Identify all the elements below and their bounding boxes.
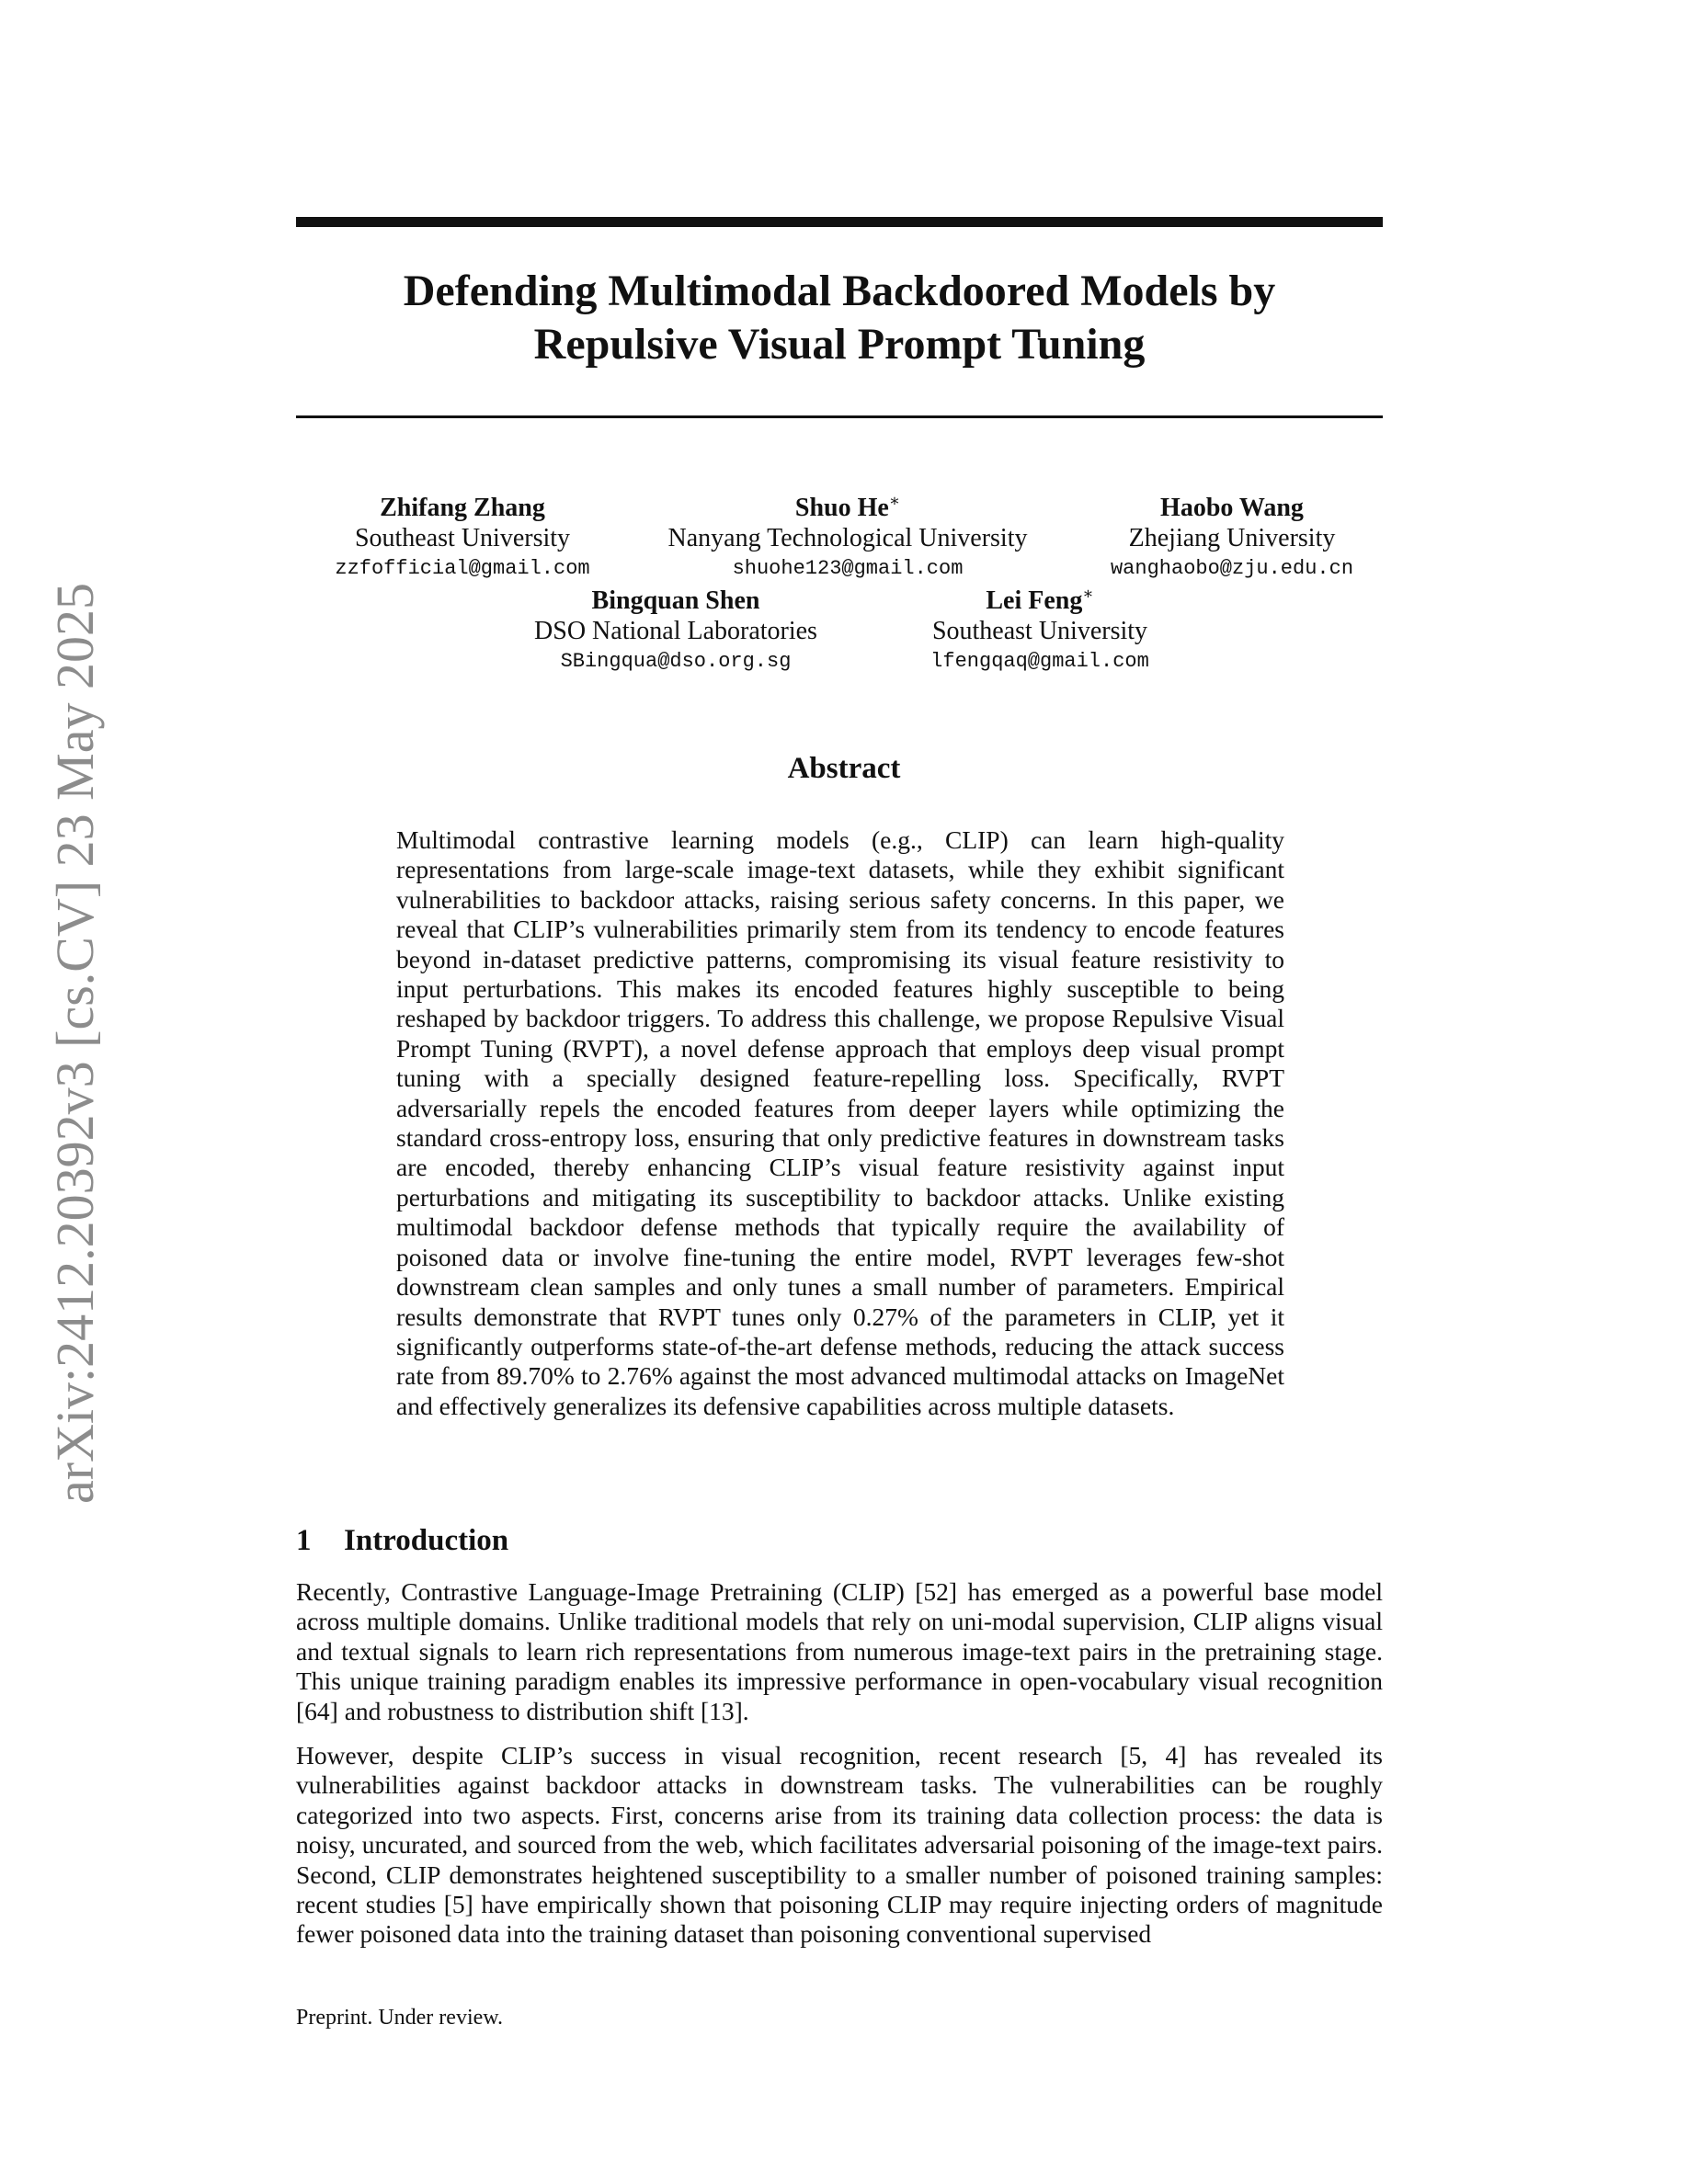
author-name: Haobo Wang [1160,494,1304,522]
title-top-rule [296,217,1383,227]
author-email: wanghaobo@zju.edu.cn [1110,557,1354,580]
author-affiliation: Southeast University [931,617,1148,645]
author-name: Lei Feng∗ [986,584,1094,615]
intro-paragraph-1: Recently, Contrastive Language-Image Pretraining (CLIP) [52] has emerged as a powerful base model across multiple domains. Unlike traditional models that rely on uni-modal supervision, CLIP aligns visual and textual signals to learn rich representations from numerous image-text pairs in the pretraining stage. This unique training paradigm enables its impressive performance in open-vocabulary visual recognition [64] and robustness to distribution shift [13]. [296,1577,1383,1725]
section-title: Introduction [344,1524,509,1557]
author-block-4 [534,586,817,677]
author-email: lfengqaq@gmail.com [930,650,1149,673]
abstract-body: Multimodal contrastive learning models (e.g., CLIP) can learn high-quality representations from large-scale image-text datasets, while they exhibit significant vulnerabilities to backdoor attacks, raising serious safety concerns. In this paper, we reveal that CLIP’s vulnerabilities primarily stem from its tendency to encode features beyond in-dataset predictive patterns, compromising its visual feature resistivity to input perturbations. This makes its encoded features highly susceptible to being reshaped by backdoor triggers. To address this challenge, we propose Repulsive Visual Prompt Tuning (RVPT), a novel defense approach that employs deep visual prompt tuning with a specially designed feature-repelling loss. Specifically, RVPT adversarially repels the encoded features from deeper layers while optimizing the standard cross-entropy loss, ensuring that only predictive features in downstream tasks are encoded, thereby enhancing CLIP’s visual feature resistivity against input perturbations and mitigating its susceptibility to backdoor attacks. Unlike existing multimodal backdoor defense methods that typically require the availability of poisoned data or involve fine-tuning the entire model, RVPT leverages few-shot downstream clean samples and only tunes a small number of parameters. Empirical results demonstrate that RVPT tunes only 0.27% of the parameters in CLIP, yet it significantly outperforms state-of-the-art defense methods, reducing the attack success rate from 89.70% to 2.76% against the most advanced multimodal attacks on ImageNet and effectively generalizes its defensive capabilities across multiple datasets. [396,825,1284,1420]
abstract-heading: Abstract [787,752,901,785]
author-affiliation: Southeast University [354,524,571,552]
paper-title [296,265,1383,371]
author-email: zzfofficial@gmail.com [335,557,590,580]
section-heading-introduction [296,1522,508,1559]
author-block-1 [335,493,589,584]
author-affiliation: Nanyang Technological University [667,524,1028,552]
section-number: 1 [296,1524,312,1557]
author-email: SBingqua@dso.org.sg [560,650,792,673]
author-name: Zhifang Zhang [380,494,545,522]
intro-paragraph-2: However, despite CLIP’s success in visual recognition, recent research [5, 4] has revealed its vulnerabilities against backdoor attacks in downstream tasks. The vulnerabilities can be roughly categorized into two aspects. First, concerns arise from its training data collection process: the data is noisy, uncurated, and sourced from the web, which facilitates adversarial poisoning of the image-text pairs. Second, CLIP demonstrates heightened susceptibility to a smaller number of poisoned training samples: recent studies [5] have empirically shown that poisoning CLIP may require injecting orders of magnitude fewer poisoned data into the training dataset than poisoning conventional supervised [296,1741,1383,1949]
title-line-2: Repulsive Visual Prompt Tuning [533,320,1146,369]
author-affiliation: DSO National Laboratories [534,617,817,645]
author-affiliation: Zhejiang University [1128,524,1336,552]
title-bottom-rule [296,415,1383,418]
author-name: Shuo He∗ [794,491,901,522]
title-line-1: Defending Multimodal Backdoored Models by [403,267,1276,315]
author-block-3 [1111,493,1353,584]
author-name: Bingquan Shen [591,586,760,615]
arxiv-identifier: arXiv:2412.20392v3 [cs.CV] 23 May 2025 [45,583,105,1505]
author-email: shuohe123@gmail.com [732,557,964,580]
footer-note: Preprint. Under review. [296,2006,504,2030]
author-block-5 [930,586,1149,677]
author-block-2 [668,493,1028,584]
